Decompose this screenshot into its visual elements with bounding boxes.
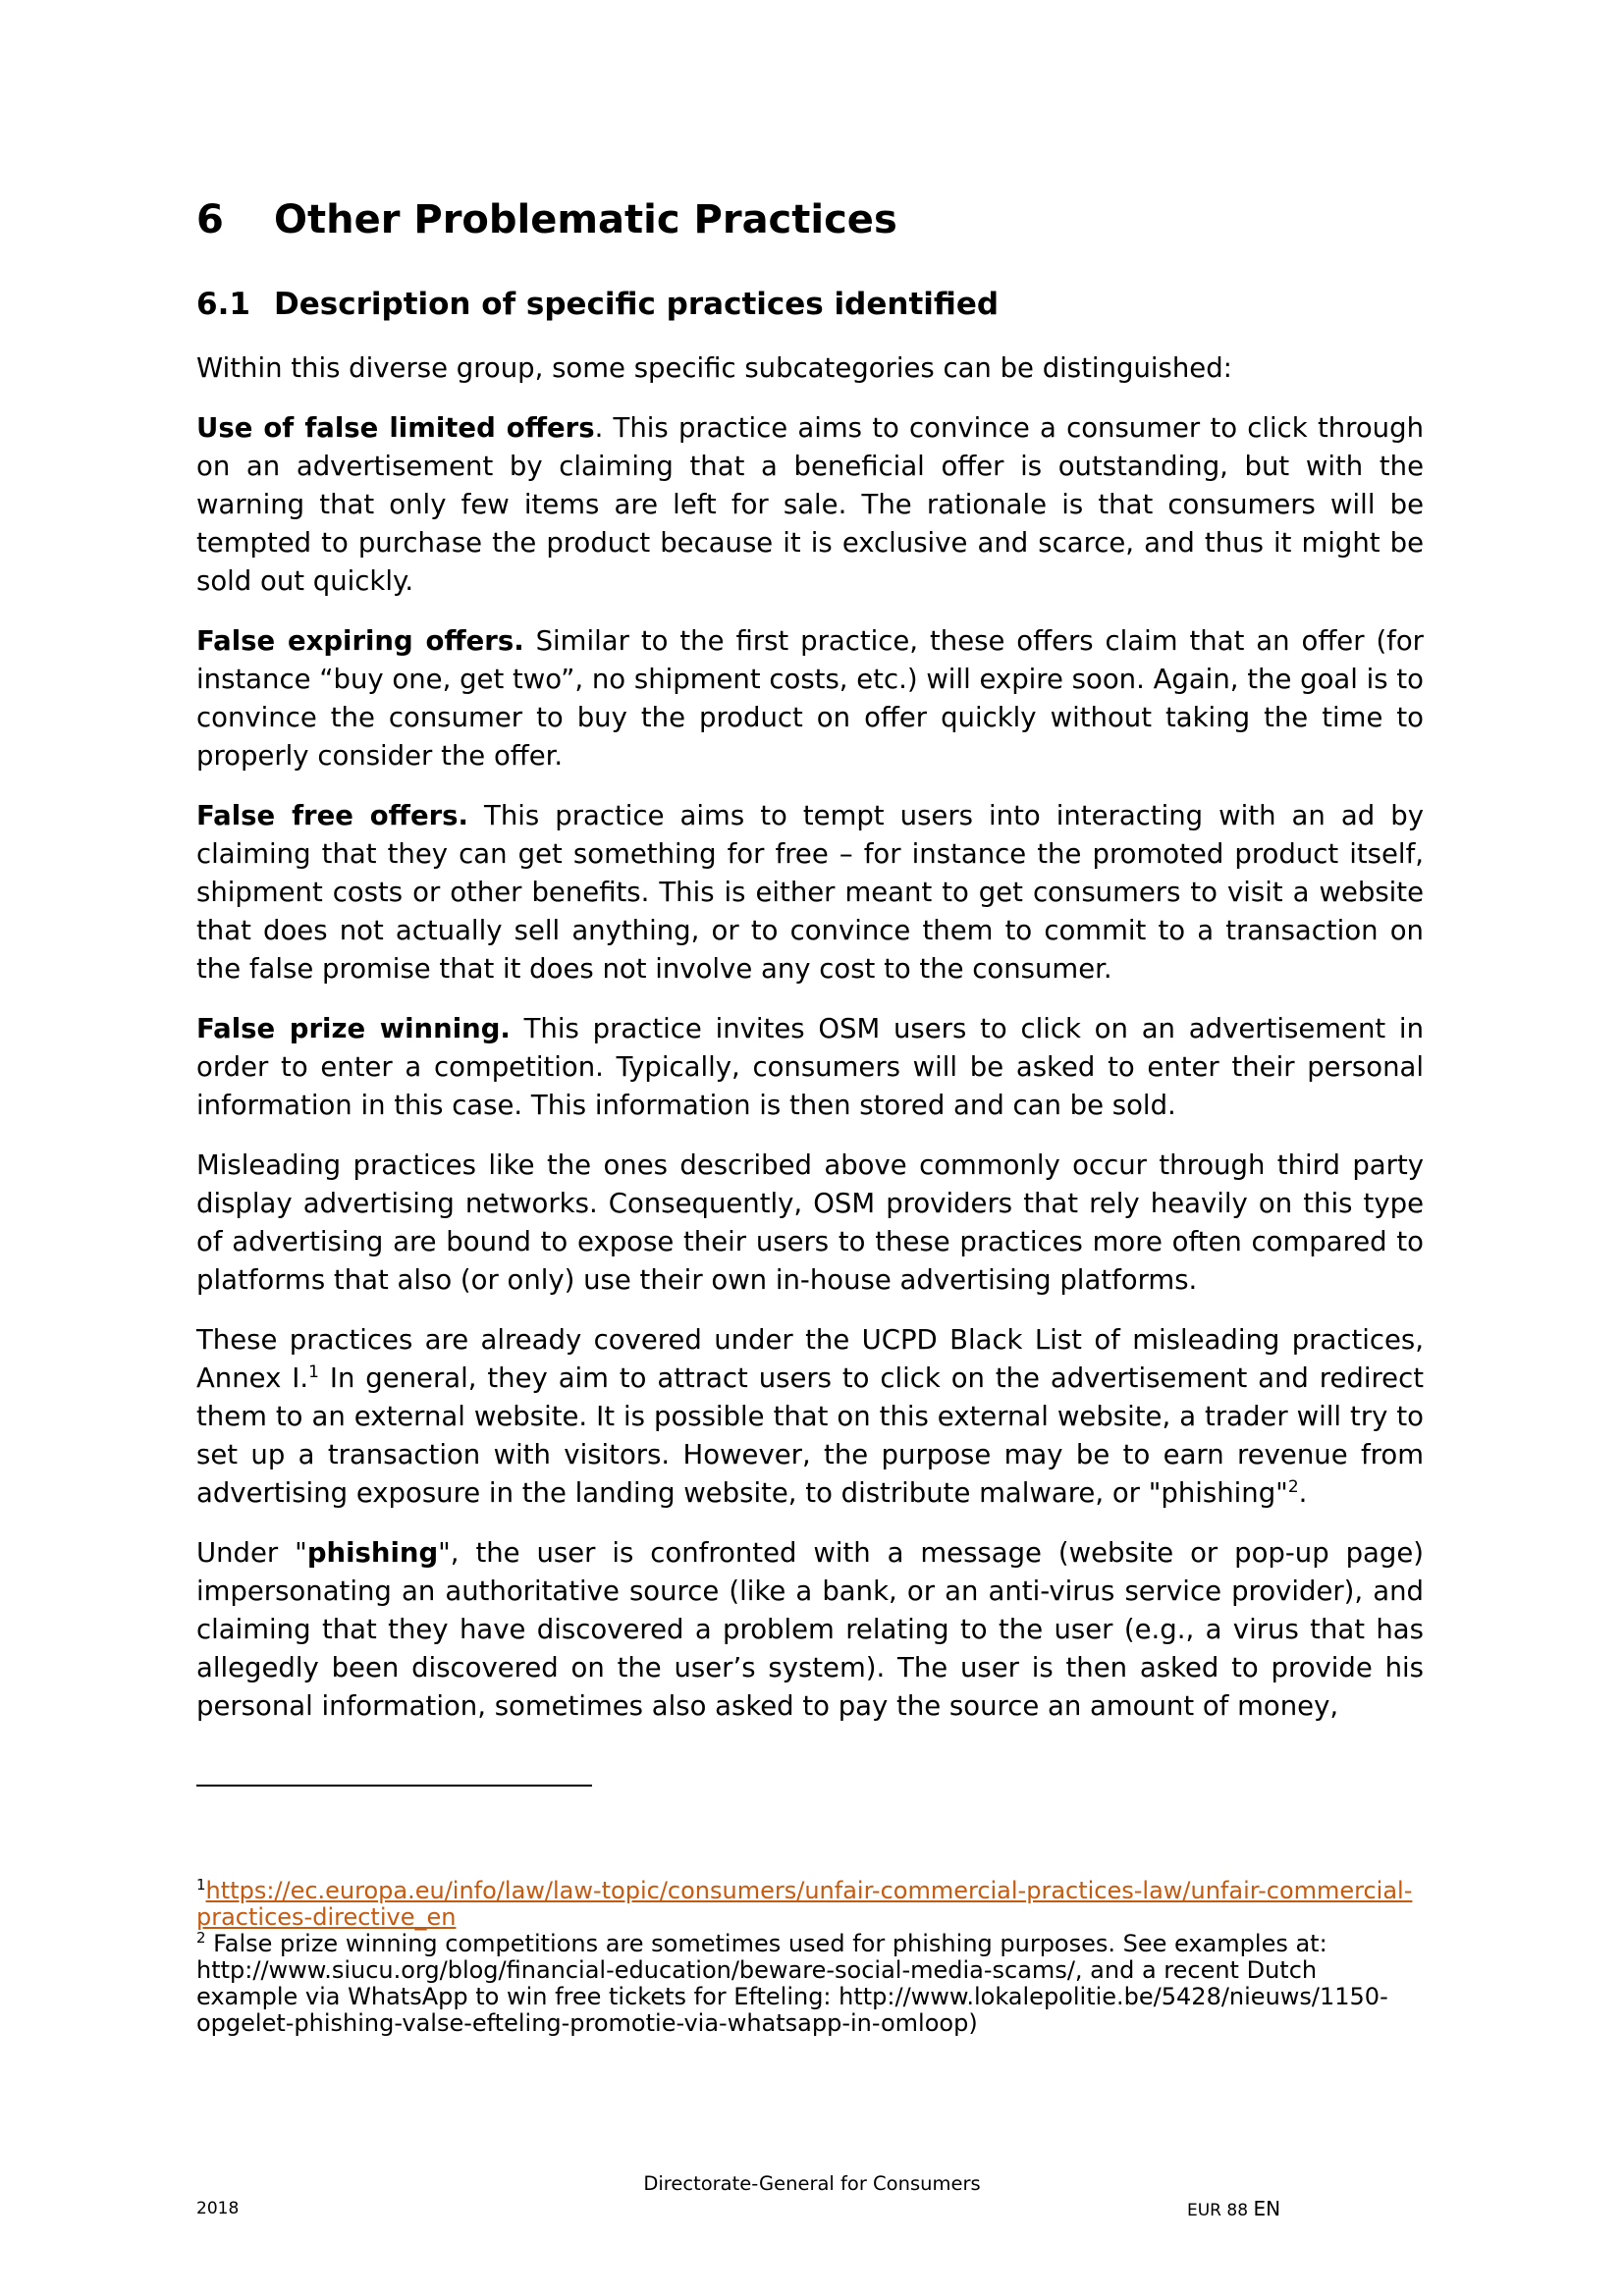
intro-paragraph: Within this diverse group, some specific subcategories can be distinguished: <box>196 352 1232 384</box>
footnote-1-link[interactable]: https://ec.europa.eu/info/law/law-topic/consumers/unfair-commercial-practices-law/unfair-commercial-practices-directive_en <box>196 1877 1413 1931</box>
practice-term: False prize winning. <box>196 1013 511 1044</box>
practice-limited-offers <box>196 409 1424 601</box>
ucpd-paragraph <box>196 1321 1424 1513</box>
practice-description: . This practice aims to convince a consumer to click through on an advertisement by claiming that a beneficial offer is outstanding, but with the warning that only few items are left for sale. The rationale is that consumers will be tempted to purchase the product because it is exclusive and scarce, and thus it might be sold out quickly. <box>196 412 1424 597</box>
footnote-mark: 2 <box>196 1929 206 1947</box>
footnote-separator <box>196 1785 592 1787</box>
footnotes <box>196 1878 1424 2037</box>
section-heading <box>196 188 1424 251</box>
footnote-mark: 1 <box>196 1876 206 1894</box>
practice-prize-winning <box>196 1010 1424 1125</box>
practice-free-offers <box>196 797 1424 988</box>
practice-term: False free offers. <box>196 800 468 831</box>
practice-description: Similar to the first practice, these offers claim that an offer (for instance “buy one, get two”, no shipment costs, etc.) will expire soon. Again, the goal is to convince the consumer to buy the product on offer quickly without taking the time to properly consider the offer. <box>196 625 1424 772</box>
practice-term: Use of false limited offers <box>196 412 595 444</box>
subsection-number: 6.1 <box>196 287 250 322</box>
phishing-term: phishing <box>306 1537 439 1569</box>
footnote-1 <box>196 1878 1424 1931</box>
footnote-ref-1[interactable]: 1 <box>308 1362 319 1382</box>
footer-department: Directorate-General for Consumers <box>643 2172 981 2195</box>
practice-description: This practice invites OSM users to click on an advertisement in order to enter a competition. Typically, consumers will be asked to enter their personal information in this case. This information is then stored and can be sold. <box>196 1013 1425 1121</box>
footer-year: 2018 <box>196 2199 240 2218</box>
section-title: Other Problematic Practices <box>274 197 897 242</box>
misleading-paragraph: Misleading practices like the ones described above commonly occur through third party display advertising networks. Consequently, OSM providers that rely heavily on this type of advertising are bound to expose their users to these practices more often compared to platforms that also (or only) use their own in-house advertising platforms. <box>196 1149 1424 1296</box>
practice-term: False expiring offers. <box>196 625 524 657</box>
subsection-heading <box>196 281 1424 328</box>
footnote-2-text: False prize winning competitions are sometimes used for phishing purposes. See examples at: http://www.siucu.org/blog/financial-education/beware-social-media-scams/, and a recent Dutch example via WhatsApp to win free tickets for Efteling: http://www.lokalepolitie.be/5428/nieuws/1150-opgelet-phishing-valse-efteling-promotie-via-whatsapp-in-omloop) <box>196 1930 1388 2037</box>
phishing-text-post: ", the user is confronted with a message (website or pop-up page) impersonating an authoritative source (like a bank, or an anti-virus service provider), and claiming that they have discovered a problem relating to the user (e.g., a virus that has allegedly been discovered on the user’s system). The user is then asked to provide his personal information, sometimes also asked to pay the source an amount of money, <box>196 1537 1424 1722</box>
footnote-2 <box>196 1931 1424 2037</box>
footnote-ref-2[interactable]: 2 <box>1287 1476 1299 1497</box>
practice-expiring-offers <box>196 622 1424 775</box>
section-number: 6 <box>196 197 224 242</box>
practice-description: This practice aims to tempt users into interacting with an ad by claiming that they can get something for free – for instance the promoted product itself, shipment costs or other benefits. This is either meant to get consumers to visit a website that does not actually sell anything, or to convince them to commit to a transaction on the false promise that it does not involve any cost to the consumer. <box>196 800 1424 985</box>
ucpd-text-1: These practices are already covered under the UCPD Black List of misleading practices, Annex I. <box>196 1324 1424 1394</box>
phishing-text-pre: Under " <box>196 1537 307 1569</box>
footer-language: EN <box>1253 2197 1281 2220</box>
ucpd-text-2: In general, they aim to attract users to click on the advertisement and redirect them to an external website. It is possible that on this external website, a trader will try to set up a transaction with visitors. However, the purpose may be to earn revenue from advertising exposure in the landing website, to distribute malware, or "phishing" <box>196 1362 1424 1509</box>
phishing-paragraph <box>196 1534 1424 1726</box>
ucpd-text-3: . <box>1298 1477 1308 1509</box>
footer-report-code: EUR 88 <box>1187 2201 1249 2220</box>
footer-code <box>1187 2197 1280 2220</box>
main-content <box>196 188 1424 1747</box>
subsection-title: Description of specific practices identified <box>274 287 1000 322</box>
